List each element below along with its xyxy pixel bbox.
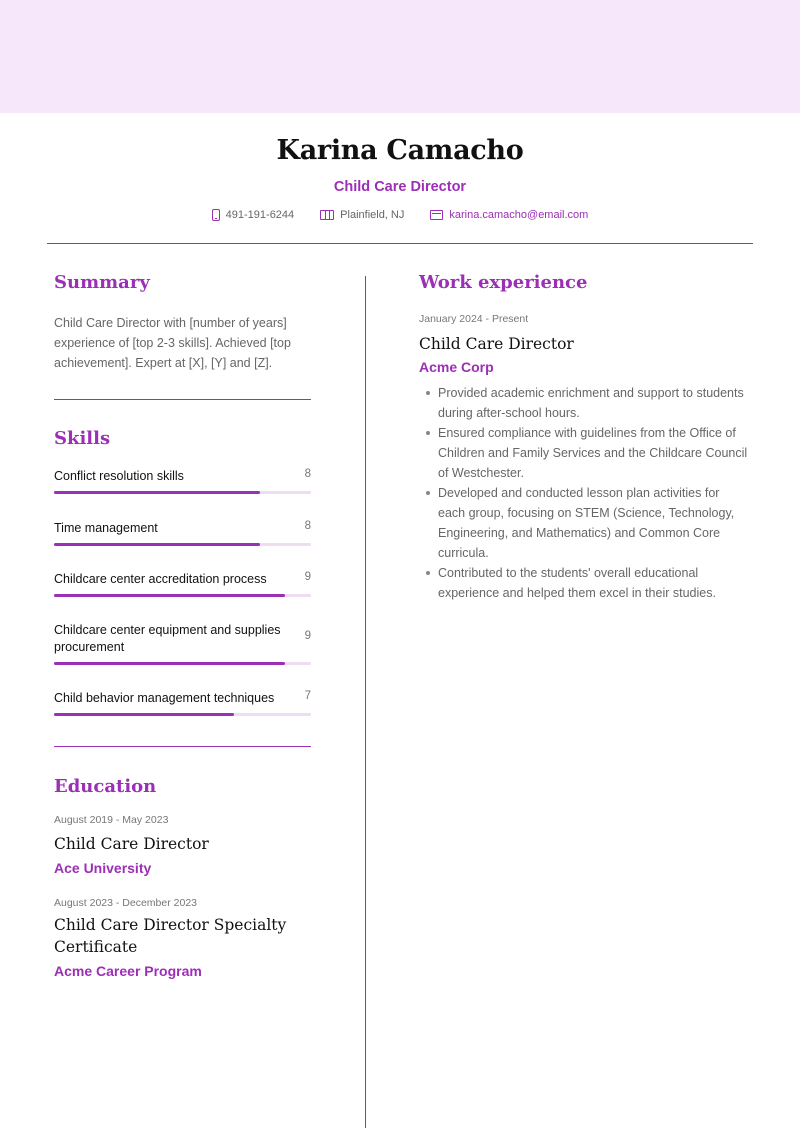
skill-item	[54, 520, 311, 546]
skill-level: 7	[304, 690, 311, 702]
skill-level: 9	[304, 630, 311, 642]
skill-bar-fill	[54, 491, 260, 494]
skill-name: Childcare center equipment and supplies procurement	[54, 623, 281, 654]
skill-name: Child behavior management techniques	[54, 691, 275, 705]
education-dates: August 2019 - May 2023	[54, 814, 169, 826]
skill-item	[54, 571, 311, 597]
work-entry	[419, 313, 749, 603]
work-company: Acme Corp	[419, 359, 494, 375]
education-degree: Child Care Director Specialty Certificate	[54, 916, 287, 956]
skill-item	[54, 622, 311, 665]
summary-heading: Summary	[54, 272, 150, 293]
work-bullet: Developed and conducted lesson plan activities for each group, focusing on STEM (Science, Technology, Engineering, and Mathematics) and Common Core curricula.	[419, 483, 749, 563]
skill-bar-track	[54, 491, 311, 494]
contact-row	[0, 209, 800, 221]
email-link[interactable]: karina.camacho@email.com	[449, 209, 589, 221]
contact-email[interactable]	[430, 209, 588, 221]
section-divider	[54, 399, 311, 400]
education-heading: Education	[54, 776, 157, 797]
phone-text: 491-191-6244	[225, 209, 295, 221]
skill-name: Childcare center accreditation process	[54, 572, 267, 586]
right-column	[419, 272, 749, 603]
skill-name: Conflict resolution skills	[54, 469, 184, 483]
education-dates: August 2023 - December 2023	[54, 897, 198, 909]
summary-text: Child Care Director with [number of years] experience of [top 2-3 skills]. Achieved [top achievement]. Expert at [X], [Y] and [Z].	[54, 316, 291, 370]
left-column	[54, 272, 311, 979]
work-bullet: Contributed to the students' overall educational experience and helped them excel in their studies.	[419, 563, 749, 603]
work-heading: Work experience	[419, 272, 588, 293]
skill-bar-track	[54, 662, 311, 665]
skill-bar-track	[54, 713, 311, 716]
education-degree: Child Care Director	[54, 835, 209, 853]
work-dates: January 2024 - Present	[419, 313, 529, 325]
skill-item	[54, 468, 311, 494]
contact-location	[320, 209, 404, 221]
education-entry	[54, 814, 311, 876]
resume-header	[0, 113, 800, 221]
skill-bar-fill	[54, 662, 285, 665]
candidate-name: Karina Camacho	[276, 135, 524, 166]
skill-bar-track	[54, 594, 311, 597]
skills-heading: Skills	[54, 428, 111, 449]
education-school: Acme Career Program	[54, 963, 202, 979]
map-icon	[320, 210, 334, 220]
section-divider	[54, 746, 311, 747]
location-text: Plainfield, NJ	[340, 209, 405, 221]
education-entry	[54, 897, 311, 979]
skill-name: Time management	[54, 521, 158, 535]
skill-level: 9	[304, 571, 311, 583]
mail-icon	[430, 210, 443, 220]
candidate-role: Child Care Director	[333, 179, 467, 195]
skill-item	[54, 690, 311, 716]
work-bullet: Provided academic enrichment and support to students during after-school hours.	[419, 383, 749, 423]
header-band	[0, 0, 800, 113]
skill-bar-track	[54, 543, 311, 546]
skill-level: 8	[304, 468, 311, 480]
work-bullets	[419, 383, 749, 603]
contact-phone	[212, 209, 295, 221]
skill-bar-fill	[54, 543, 260, 546]
skill-bar-fill	[54, 594, 285, 597]
education-school: Ace University	[54, 860, 152, 876]
work-bullet: Ensured compliance with guidelines from the Office of Children and Family Services and the Childcare Council of Westchester.	[419, 423, 749, 483]
skill-level: 8	[304, 520, 311, 532]
work-position: Child Care Director	[419, 335, 574, 353]
header-divider	[47, 243, 753, 244]
phone-icon	[212, 209, 220, 221]
skill-bar-fill	[54, 713, 234, 716]
column-divider	[365, 276, 366, 1128]
